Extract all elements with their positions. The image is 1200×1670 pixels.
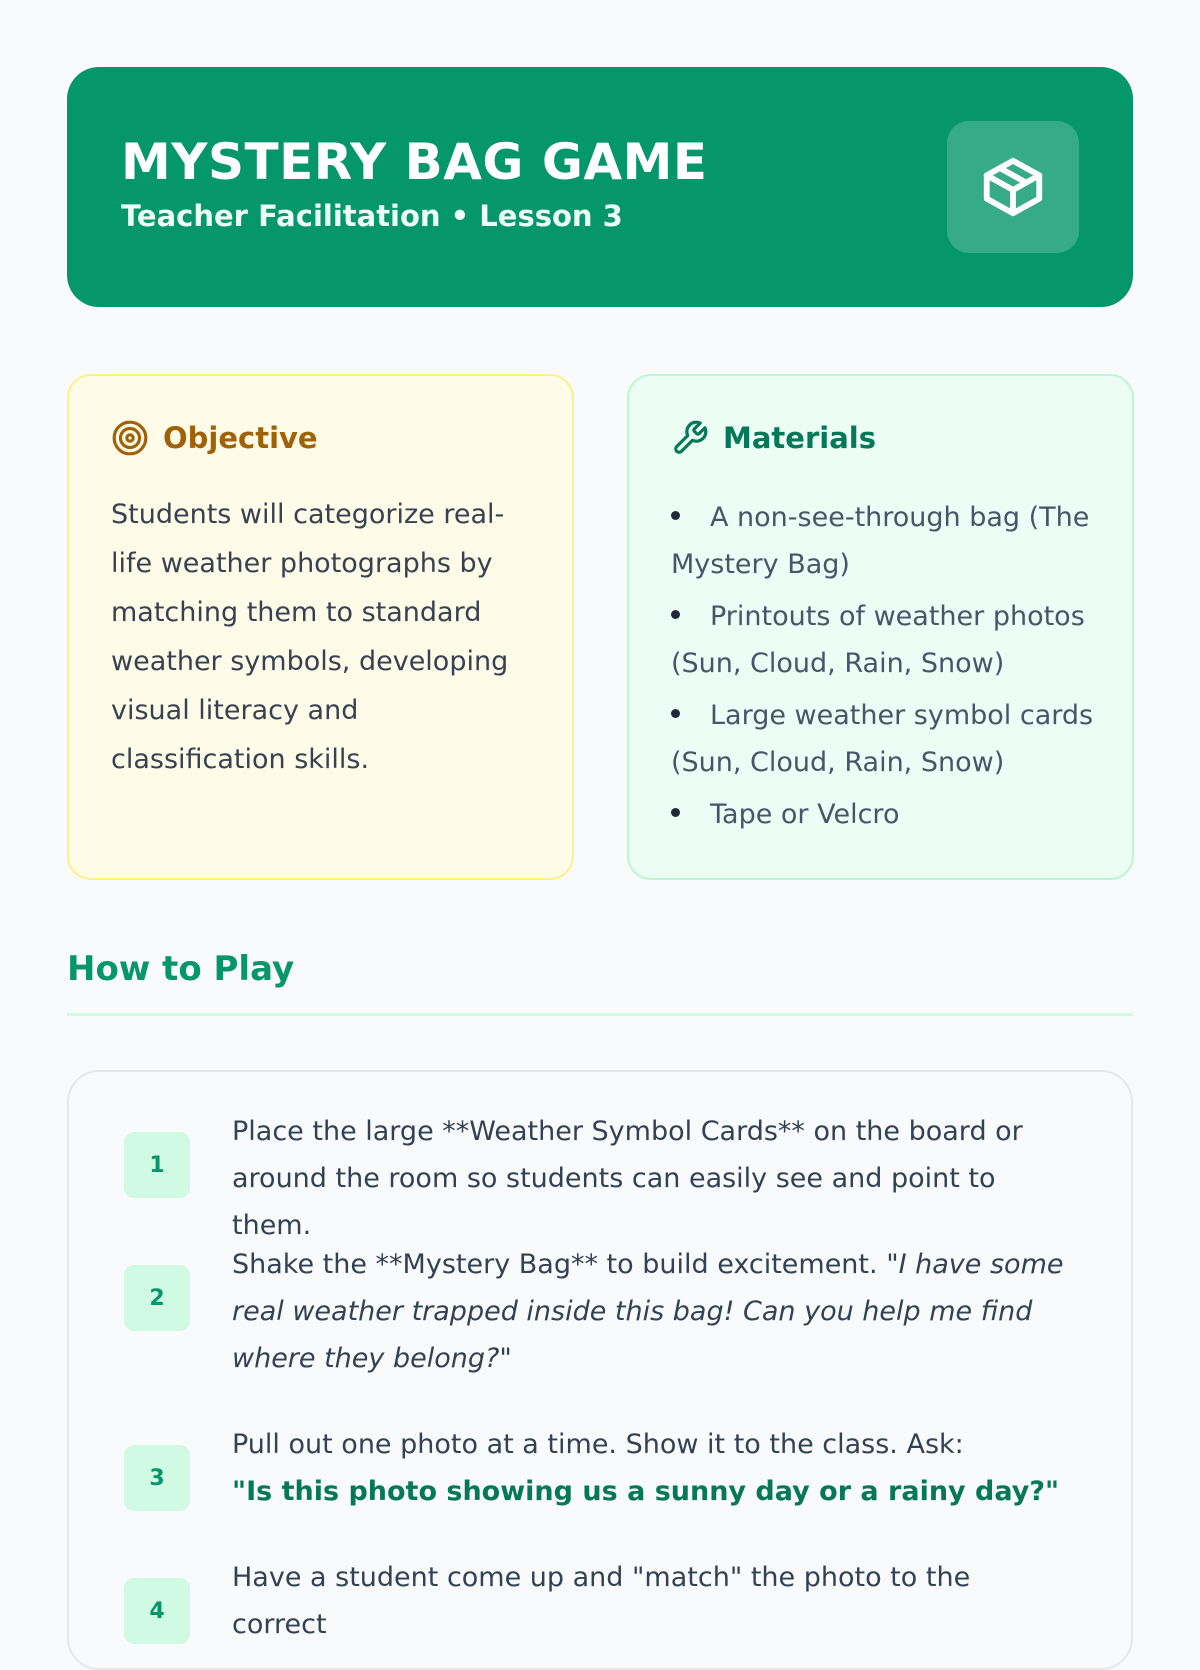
wrench-icon xyxy=(671,419,709,457)
bullet xyxy=(671,709,680,718)
target-icon xyxy=(111,419,149,457)
objective-text: Students will categorize real-life weather photographs by matching them to standard weather symbols, developing visual literacy and classification skills. xyxy=(111,499,509,775)
step-text: Have a student come up and "match" the photo to the correct xyxy=(232,1562,971,1640)
step-number: 4 xyxy=(124,1578,190,1644)
section-title: How to Play xyxy=(67,949,295,989)
step-number: 3 xyxy=(124,1445,190,1511)
box-icon xyxy=(947,121,1079,253)
list-item: Printouts of weather photos (Sun, Cloud, Rain, Snow) xyxy=(671,601,1085,679)
objective-heading: Objective xyxy=(163,421,318,455)
objective-heading-row xyxy=(111,418,318,458)
step-text: Pull out one photo at a time. Show it to the class. Ask: "Is this photo showing us a sunny day or a rainy day?" xyxy=(232,1429,1060,1507)
bullet xyxy=(671,610,680,619)
bullet xyxy=(671,511,680,520)
step-text: Place the large **Weather Symbol Cards** on the board or around the room so students can easily see and point to them. xyxy=(232,1116,1023,1241)
materials-heading-row xyxy=(671,418,876,458)
list-item: Large weather symbol cards (Sun, Cloud, Rain, Snow) xyxy=(671,700,1094,778)
header-banner xyxy=(67,67,1133,307)
page-subtitle: Teacher Facilitation • Lesson 3 xyxy=(121,199,623,233)
step-number: 1 xyxy=(124,1132,190,1198)
page-title: MYSTERY BAG GAME xyxy=(121,133,708,191)
section-divider xyxy=(67,1013,1133,1016)
objective-card xyxy=(67,374,574,880)
list-item: Tape or Velcro xyxy=(671,791,1101,838)
step-number: 2 xyxy=(124,1265,190,1331)
bullet xyxy=(671,808,680,817)
materials-heading: Materials xyxy=(723,421,876,455)
step-quote: "I have some real weather trapped inside this bag! Can you help me find where they belong?" xyxy=(232,1249,1064,1374)
step-text: Shake the **Mystery Bag** to build excitement. "I have some real weather trapped inside this bag! Can you help me find where they belong?" xyxy=(232,1249,1064,1374)
steps-card xyxy=(67,1070,1133,1670)
materials-card xyxy=(627,374,1134,880)
materials-list xyxy=(671,494,1101,843)
step-question: "Is this photo showing us a sunny day or a rainy day?" xyxy=(232,1476,1060,1507)
list-item: A non-see-through bag (The Mystery Bag) xyxy=(671,502,1090,580)
